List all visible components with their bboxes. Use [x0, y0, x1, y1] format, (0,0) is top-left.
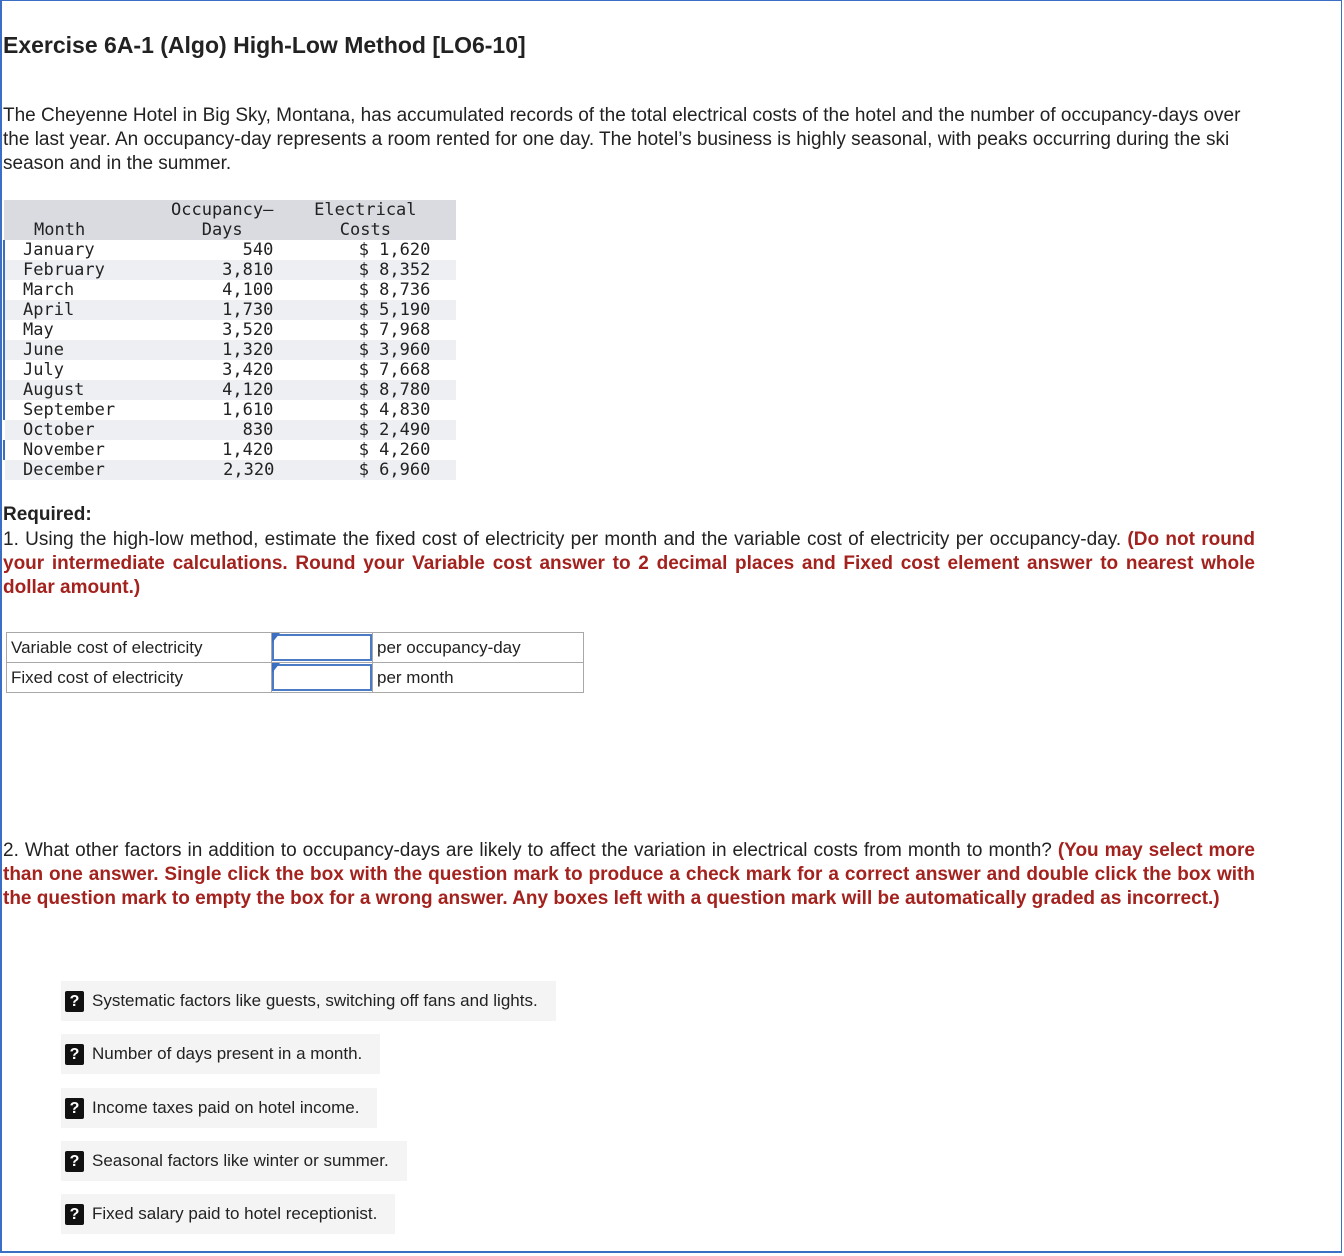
- table-row: May 3,520 $ 7,968: [4, 320, 456, 340]
- table-row: June 1,320 $ 3,960: [4, 340, 456, 360]
- data-table-header: [4, 200, 456, 240]
- header-month: Month: [4, 200, 151, 240]
- question-1-text: 1. Using the high-low method, estimate the fixed cost of electricity per month and the variable cost of electricity per occupancy-day.: [3, 529, 1122, 550]
- table-row: September 1,610 $ 4,830: [4, 400, 456, 420]
- answer-table: [6, 632, 584, 693]
- header-electrical-costs: Electrical Costs: [274, 200, 456, 240]
- answer-row-variable-cost: [7, 633, 584, 663]
- required-heading: Required:: [3, 504, 92, 525]
- option-days-in-month[interactable]: [61, 1034, 380, 1074]
- option-label: Seasonal factors like winter or summer.: [92, 1151, 389, 1170]
- question-2: [3, 839, 1255, 911]
- option-systematic-factors[interactable]: [61, 981, 556, 1021]
- table-row: November 1,420 $ 4,260: [4, 440, 456, 460]
- question-mark-checkbox-icon[interactable]: ?: [65, 1044, 84, 1065]
- table-row: February 3,810 $ 8,352: [4, 260, 456, 280]
- data-table: [3, 200, 456, 480]
- variable-cost-cell: [272, 633, 373, 663]
- fixed-cost-unit: per month: [373, 663, 584, 693]
- question-1: [3, 528, 1255, 600]
- option-label: Systematic factors like guests, switching off fans and lights.: [92, 991, 538, 1010]
- question-1-instructions: (Do not round your intermediate calculations. Round your Variable cost answer to 2 decimal places and Fixed cost element answer to nearest whole dollar amount.): [3, 529, 1256, 598]
- option-fixed-salary[interactable]: [61, 1194, 395, 1234]
- question-2-text: 2. What other factors in addition to occupancy-days are likely to affect the variation in electrical costs from month to month?: [3, 840, 1052, 861]
- answer-row-fixed-cost: [7, 663, 584, 693]
- table-row: December 2,320 $ 6,960: [4, 460, 456, 480]
- table-row: April 1,730 $ 5,190: [4, 300, 456, 320]
- question-mark-checkbox-icon[interactable]: ?: [65, 1098, 84, 1119]
- variable-cost-unit: per occupancy-day: [373, 633, 584, 663]
- option-income-taxes[interactable]: [61, 1088, 377, 1128]
- option-label: Fixed salary paid to hotel receptionist.: [92, 1204, 378, 1223]
- fixed-cost-label: Fixed cost of electricity: [7, 663, 272, 693]
- intro-paragraph: The Cheyenne Hotel in Big Sky, Montana, has accumulated records of the total electrical costs of the hotel and the number of occupancy-days over the last year. An occupancy-day represents a room rented for one day. The hotel’s business is highly seasonal, with peaks occurring during the ski season and in the summer.: [3, 105, 1241, 174]
- fixed-cost-cell: [272, 663, 373, 693]
- header-occupancy-days: Occupancy– Days: [151, 200, 274, 240]
- table-row: October 830 $ 2,490: [4, 420, 456, 440]
- table-row: January 540 $ 1,620: [4, 240, 456, 260]
- input-flag-icon: [272, 663, 280, 673]
- page-title: Exercise 6A-1 (Algo) High-Low Method [LO6-10]: [3, 32, 526, 58]
- question-mark-checkbox-icon[interactable]: ?: [65, 1204, 84, 1225]
- variable-cost-input[interactable]: [272, 634, 372, 661]
- option-label: Number of days present in a month.: [92, 1044, 363, 1063]
- fixed-cost-input[interactable]: [272, 664, 372, 691]
- option-seasonal-factors[interactable]: [61, 1141, 407, 1181]
- table-row: March 4,100 $ 8,736: [4, 280, 456, 300]
- question-2-instructions: (You may select more than one answer. Single click the box with the question mark to produce a check mark for a correct answer and double click the box with the question mark to empty the box for a wrong answer. Any boxes left with a question mark will be automatically graded as incorrect.): [3, 840, 1255, 909]
- input-flag-icon: [272, 633, 280, 643]
- variable-cost-label: Variable cost of electricity: [7, 633, 272, 663]
- question-mark-checkbox-icon[interactable]: ?: [65, 991, 84, 1012]
- question-mark-checkbox-icon[interactable]: ?: [65, 1151, 84, 1172]
- option-label: Income taxes paid on hotel income.: [92, 1098, 360, 1117]
- table-row: August 4,120 $ 8,780: [4, 380, 456, 400]
- table-row: July 3,420 $ 7,668: [4, 360, 456, 380]
